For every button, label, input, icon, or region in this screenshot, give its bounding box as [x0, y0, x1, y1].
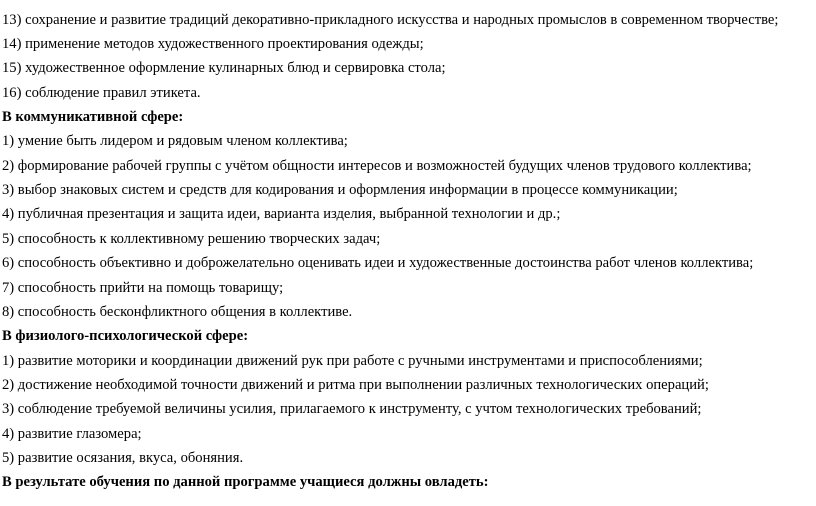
list-item: 4) развитие глазомера;	[2, 426, 142, 442]
list-item: 7) способность прийти на помощь товарищу;	[2, 280, 284, 296]
list-item: 5) способность к коллективному решению творческих задач;	[2, 231, 381, 247]
list-item: 13) сохранение и развитие традиций декоративно-прикладного искусства и народных промыслов в современном творчестве;	[2, 12, 779, 28]
list-item: 2) достижение необходимой точности движений и ритма при выполнении различных технологических операций;	[2, 377, 709, 393]
list-item: 2) формирование рабочей группы с учётом общности интересов и возможностей будущих членов трудового коллектива;	[2, 158, 752, 174]
list-item: 1) умение быть лидером и рядовым членом коллектива;	[2, 133, 348, 149]
list-item: 14) применение методов художественного проектирования одежды;	[2, 36, 424, 52]
list-item: 1) развитие моторики и координации движений рук при работе с ручными инструментами и приспособлениями;	[2, 353, 703, 369]
list-item: 3) соблюдение требуемой величины усилия, прилагаемого к инструменту, с учтом технологических требований;	[2, 401, 702, 417]
section-heading: В физиолого-психологической сфере:	[2, 328, 249, 344]
list-item: 4) публичная презентация и защита идеи, варианта изделия, выбранной технологии и др.;	[2, 206, 561, 222]
list-item: 15) художественное оформление кулинарных блюд и сервировка стола;	[2, 60, 446, 76]
list-item: 3) выбор знаковых систем и средств для кодирования и оформления информации в процессе коммуникации;	[2, 182, 678, 198]
list-item: 16) соблюдение правил этикета.	[2, 85, 201, 101]
list-item: 8) способность бесконфликтного общения в коллективе.	[2, 304, 353, 320]
list-item: 6) способность объективно и доброжелательно оценивать идеи и художественные достоинства работ членов коллектива;	[2, 255, 754, 271]
section-heading: В результате обучения по данной программе учащиеся должны овладеть:	[2, 474, 489, 490]
section-heading: В коммуникативной сфере:	[2, 109, 184, 125]
list-item: 5) развитие осязания, вкуса, обоняния.	[2, 450, 244, 466]
